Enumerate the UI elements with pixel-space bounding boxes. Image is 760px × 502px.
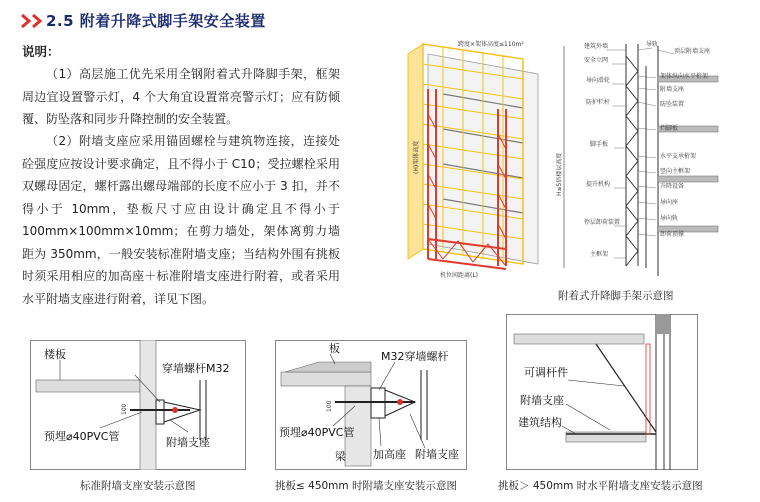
standard-figure-caption: 标准附墙支座安装示意图 <box>80 480 196 492</box>
overhang-le-caption: 挑板≤ 450mm 时附墙支座安装示意图 <box>275 480 457 492</box>
label-wall-support: 附墙支座 <box>166 436 210 449</box>
label-scaffold-board: 脚手板 <box>590 141 609 148</box>
main-figure-caption: 附着式升降脚手架示意图 <box>558 290 674 302</box>
label-beam: 梁 <box>335 450 346 463</box>
label-exterior-wall: 建筑外墙 <box>584 43 609 50</box>
section-height-label: H≤5倍楼层高度 <box>556 152 563 196</box>
scaffold-section-figure <box>556 36 760 282</box>
label-through-bolt: M32穿墙螺杆 <box>381 350 449 363</box>
scaffold-bottom-label: 机位间距离(L) <box>440 272 479 279</box>
label-anti-fall: 防坠装置 <box>660 101 685 108</box>
overhang-gt-caption: 挑板＞ 450mm 时水平附墙支座安装示意图 <box>498 480 703 492</box>
label-floor-slab: 楼板 <box>44 348 66 361</box>
label-wall-support: 附墙支座 <box>415 448 459 461</box>
label-guardrail: 防护栏杆 <box>586 99 611 106</box>
label-lifting-mechanism: 提升机构 <box>586 181 611 188</box>
label-vertical-frame: 竖向主框架 <box>660 168 691 175</box>
label-wall-support: 附墙支座 <box>660 86 685 93</box>
dimension-label: 100 <box>326 400 333 412</box>
label-guide-track: 导向轨 <box>660 215 679 222</box>
overhang-gt-figure <box>506 314 698 470</box>
label-safety-net: 安全立网 <box>584 57 609 64</box>
label-raise-seat: 加高座 <box>373 448 406 461</box>
label-slab: 板 <box>329 342 340 355</box>
label-structure: 建筑结构 <box>518 416 562 429</box>
section-title: 2.5 附着升降式脚手架安全装置 <box>46 12 266 30</box>
scaffold-3d-figure <box>348 34 552 284</box>
paragraph-2: （2）附墙支座应采用锚固螺栓与建筑物连接，连接处砼强度应按设计要求确定，且不得小于 C10；受拉螺栓采用双螺母固定，螺杆露出螺母端部的长度不应小于 3 扣，并不得小于 10mm，垫板尺寸应由设计确定且不得小于 100mm×100mm×10mm；在剪力墙处，架体离剪力墙距为 350mm，一般安装标准附墙支座；当结构外围有挑板时须采用相应的加高座＋标准附墙支座进行附着，或者采用水平附墙支座进行附着，详见下图。 <box>22 134 340 306</box>
note-label: 说明： <box>22 44 60 59</box>
standard-wall-support-figure <box>30 340 246 470</box>
label-unloading-prop: 卸荷顶撑 <box>660 231 685 238</box>
chevron-right-icon <box>31 14 43 28</box>
label-guide-pulley: 导向滑轮 <box>586 77 611 84</box>
scaffold-side-label: (H)架体高度 <box>413 140 420 174</box>
label-unloading-device: 停层卸荷装置 <box>584 219 621 226</box>
dimension-label: 100 <box>121 403 128 415</box>
label-through-bolt: 穿墙螺杆M32 <box>162 362 230 375</box>
overhang-le-figure <box>275 340 467 470</box>
label-lifting-device: 升降设备 <box>660 183 685 190</box>
paragraph-1: （1）高层施工优先采用全钢附着式升降脚手架，框架周边宜设置警示灯，4 个大角宜设置常亮警示灯；应有防倾覆、防坠落和同步升降控制的安全装置。 <box>22 67 340 126</box>
label-adjustable-rod: 可调杆件 <box>524 366 568 379</box>
label-guide-seat: 导向座 <box>660 199 679 206</box>
label-embedded-pipe: 预埋⌀40PVC管 <box>279 426 355 439</box>
label-embedded-pipe: 预埋⌀40PVC管 <box>44 430 120 443</box>
scaffold-top-label: 跨度×架体高度≤110m² <box>458 41 524 48</box>
label-toe-board: 挡脚板 <box>660 125 679 132</box>
label-longitudinal-truss: 架体纵向水平桁架 <box>660 73 709 80</box>
label-wall-support: 附墙支座 <box>520 394 564 407</box>
label-top-wall-support: 顶层附墙支座 <box>674 48 711 55</box>
label-main-frame: 主框架 <box>590 251 609 258</box>
label-horizontal-truss: 水平支承桁架 <box>660 153 697 160</box>
label-guide-rail: 导轨 <box>646 41 659 48</box>
